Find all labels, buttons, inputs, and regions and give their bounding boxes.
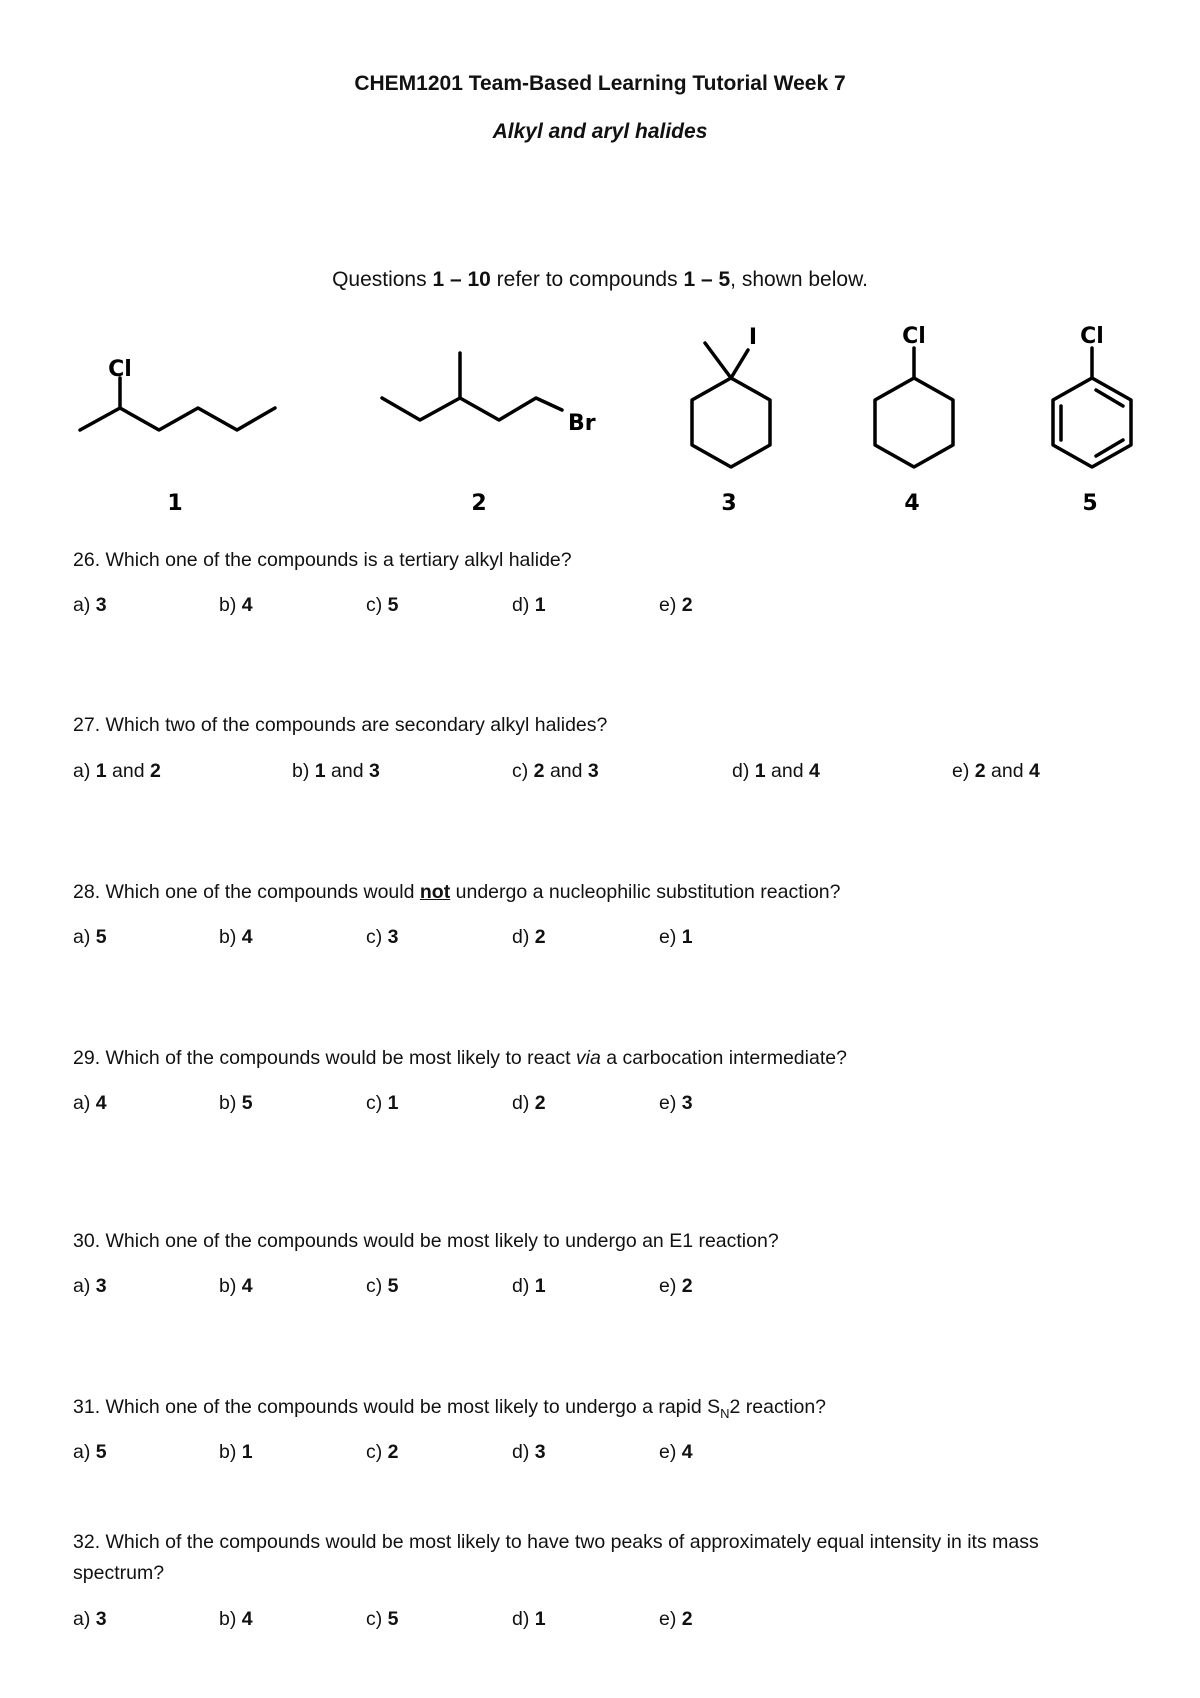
compound-5-label: 5: [1082, 491, 1098, 516]
question-29-option-c[interactable]: c) 1: [366, 1092, 399, 1114]
compound-3-structure: [692, 343, 770, 467]
intro-compounds: 1 – 5: [683, 268, 731, 291]
compound-3-halogen: I: [748, 325, 758, 350]
question-27-option-e[interactable]: e) 2 and 4: [952, 760, 1040, 782]
question-29-option-b[interactable]: b) 5: [219, 1092, 253, 1114]
compound-structures: [0, 300, 1200, 520]
question-30-text: 30. Which one of the compounds would be most likely to undergo an E1 reaction?: [73, 1230, 779, 1252]
question-30-option-d[interactable]: d) 1: [512, 1275, 546, 1297]
question-32-option-e[interactable]: e) 2: [659, 1608, 693, 1630]
question-30-option-c[interactable]: c) 5: [366, 1275, 399, 1297]
question-27-text: 27. Which two of the compounds are secondary alkyl halides?: [73, 714, 608, 736]
compound-4-halogen: Cl: [902, 324, 926, 349]
question-30-option-a[interactable]: a) 3: [73, 1275, 107, 1297]
question-31-option-a[interactable]: a) 5: [73, 1441, 107, 1463]
question-29-text: 29. Which of the compounds would be most likely to react via a carbocation intermediate?: [73, 1047, 847, 1069]
question-32-option-b[interactable]: b) 4: [219, 1608, 253, 1630]
question-27-option-d[interactable]: d) 1 and 4: [732, 760, 820, 782]
question-32-option-c[interactable]: c) 5: [366, 1608, 399, 1630]
emphasis-not: not: [419, 881, 451, 903]
question-28-option-a[interactable]: a) 5: [73, 926, 107, 948]
question-30-option-e[interactable]: e) 2: [659, 1275, 693, 1297]
question-28-option-b[interactable]: b) 4: [219, 926, 253, 948]
question-32-option-d[interactable]: d) 1: [512, 1608, 546, 1630]
question-29-option-a[interactable]: a) 4: [73, 1092, 107, 1114]
intro-middle: refer to compounds: [490, 268, 684, 291]
question-27-option-a[interactable]: a) 1 and 2: [73, 760, 161, 782]
intro-text: [0, 268, 1200, 292]
compound-1-halogen: Cl: [108, 357, 132, 382]
intro-suffix: , shown below.: [730, 268, 868, 291]
compound-5-halogen: Cl: [1080, 324, 1104, 349]
compound-4-label: 4: [904, 491, 920, 516]
question-31-text: 31. Which one of the compounds would be most likely to undergo a rapid $S_N2$ reaction?: [73, 1396, 827, 1421]
page-title: CHEM1201 Team-Based Learning Tutorial Week 7: [354, 72, 846, 95]
question-27-option-c[interactable]: c) 2 and 3: [512, 760, 599, 782]
intro-range: 1 – 10: [432, 268, 491, 291]
emphasis-via: via: [575, 1047, 601, 1069]
question-31-option-d[interactable]: d) 3: [512, 1441, 546, 1463]
question-28-option-d[interactable]: d) 2: [512, 926, 546, 948]
page-subtitle: Alkyl and aryl halides: [492, 120, 708, 143]
question-26-option-b[interactable]: b) 4: [219, 594, 253, 616]
question-26-option-c[interactable]: c) 5: [366, 594, 399, 616]
compound-2-halogen: Br: [568, 411, 596, 436]
question-28-option-e[interactable]: e) 1: [659, 926, 693, 948]
intro-prefix: Questions: [332, 268, 433, 291]
question-26-option-e[interactable]: e) 2: [659, 594, 693, 616]
question-32-option-a[interactable]: a) 3: [73, 1608, 107, 1630]
compound-5-structure: [1053, 348, 1131, 467]
question-26-option-d[interactable]: d) 1: [512, 594, 546, 616]
question-29-option-e[interactable]: e) 3: [659, 1092, 693, 1114]
question-32-text: 32. Which of the compounds would be most likely to have two peaks of approximately equal intensity in its mass spectrum?: [73, 1531, 1039, 1584]
question-28-option-c[interactable]: c) 3: [366, 926, 399, 948]
compound-2-structure: [382, 353, 562, 420]
question-31-option-c[interactable]: c) 2: [366, 1441, 399, 1463]
compound-3-label: 3: [721, 491, 737, 516]
question-26-text: 26. Which one of the compounds is a tertiary alkyl halide?: [73, 549, 572, 571]
compound-1-structure: [80, 378, 275, 430]
question-31-option-e[interactable]: e) 4: [659, 1441, 693, 1463]
question-28-text: 28. Which one of the compounds would not undergo a nucleophilic substitution reaction?: [73, 881, 841, 903]
question-31-option-b[interactable]: b) 1: [219, 1441, 253, 1463]
compound-2-label: 2: [471, 491, 487, 516]
question-26-option-a[interactable]: a) 3: [73, 594, 107, 616]
compound-4-structure: [875, 348, 953, 467]
question-30-option-b[interactable]: b) 4: [219, 1275, 253, 1297]
compound-1-label: 1: [167, 491, 183, 516]
question-29-option-d[interactable]: d) 2: [512, 1092, 546, 1114]
question-27-option-b[interactable]: b) 1 and 3: [292, 760, 380, 782]
